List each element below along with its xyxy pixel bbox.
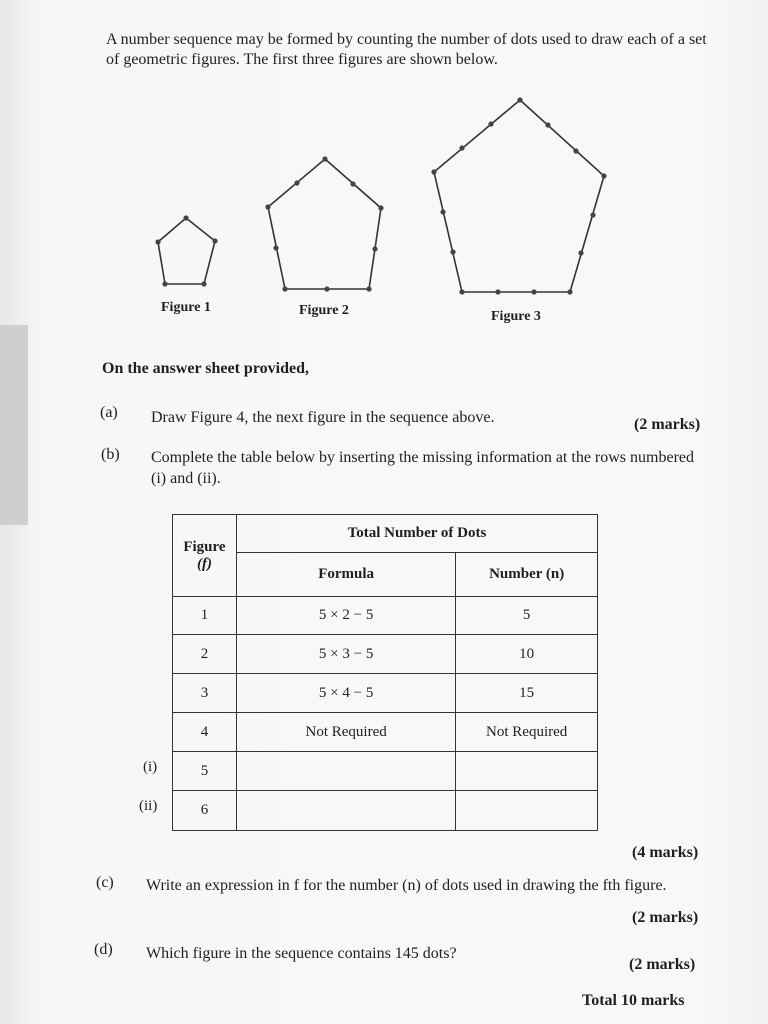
question-d-text: Which figure in the sequence contains 145 dots? — [146, 945, 457, 962]
row-figure: 2 — [173, 635, 237, 674]
row-figure: 6 — [173, 791, 237, 831]
figure-1-pentagon — [158, 218, 215, 284]
figure-2-dots — [265, 156, 383, 291]
question-c-marks: (2 marks) — [632, 909, 699, 926]
row-figure: 1 — [173, 597, 237, 635]
row-number: 5 — [456, 597, 598, 635]
row-figure: 3 — [173, 674, 237, 713]
figure-3-dots — [431, 97, 606, 294]
total-marks: Total 10 marks — [582, 992, 685, 1009]
figure-1-label: Figure 1 — [161, 300, 211, 315]
row-figure: 5 — [173, 752, 237, 791]
header-figure-symbol: (f) — [196, 555, 212, 572]
table-row — [173, 713, 598, 752]
row-number-blank — [456, 752, 598, 791]
question-d-marks: (2 marks) — [629, 956, 696, 973]
question-b-letter: (b) — [101, 446, 120, 463]
table-row — [173, 597, 598, 635]
row-formula: 5 × 2 − 5 — [236, 597, 455, 635]
question-a-marks: (2 marks) — [634, 416, 701, 433]
question-c-letter: (c) — [96, 874, 114, 891]
pentagon-figures — [0, 0, 768, 340]
figure-2-label: Figure 2 — [299, 303, 349, 318]
scan-shadow — [0, 325, 28, 525]
figure-1-dots — [155, 215, 217, 286]
row-formula-blank — [236, 791, 455, 831]
figure-3-pentagon — [434, 100, 604, 292]
question-a-letter: (a) — [100, 404, 118, 421]
dots-table-wrapper — [172, 514, 598, 831]
row-number: 10 — [456, 635, 598, 674]
row-formula: Not Required — [236, 713, 455, 752]
question-b-text: Complete the table below by inserting the missing information at the rows numbered — [151, 449, 694, 466]
question-a-text: Draw Figure 4, the next figure in the sequence above. — [151, 409, 495, 426]
question-b-text-2: (i) and (ii). — [151, 470, 221, 487]
question-d-letter: (d) — [94, 941, 113, 958]
table-row — [173, 635, 598, 674]
table-row — [173, 791, 598, 831]
figure-3-label: Figure 3 — [491, 309, 541, 324]
row-formula: 5 × 3 − 5 — [236, 635, 455, 674]
row-formula: 5 × 4 − 5 — [236, 674, 455, 713]
row-figure: 4 — [173, 713, 237, 752]
instruction: On the answer sheet provided, — [102, 360, 309, 377]
row-label-ii: (ii) — [139, 798, 158, 814]
header-formula: Formula — [236, 553, 455, 597]
header-number: Number (n) — [456, 553, 598, 597]
header-figure-label: Figure — [183, 538, 226, 555]
row-formula-blank — [236, 752, 455, 791]
intro-text: A number sequence may be formed by counting the number of dots used to draw each of a set of geometric figures. The first three figures are shown below. — [106, 31, 707, 68]
row-label-i: (i) — [143, 759, 158, 775]
header-total-dots: Total Number of Dots — [236, 515, 597, 553]
table-row — [173, 674, 598, 713]
figure-2-pentagon — [268, 159, 381, 289]
dots-table — [172, 514, 598, 831]
row-number: 15 — [456, 674, 598, 713]
question-b-marks: (4 marks) — [632, 844, 699, 861]
question-c-text: Write an expression in f for the number (n) of dots used in drawing the fth figure. — [146, 877, 667, 894]
row-number-blank — [456, 791, 598, 831]
table-row — [173, 752, 598, 791]
row-number: Not Required — [456, 713, 598, 752]
header-figure — [173, 515, 237, 597]
